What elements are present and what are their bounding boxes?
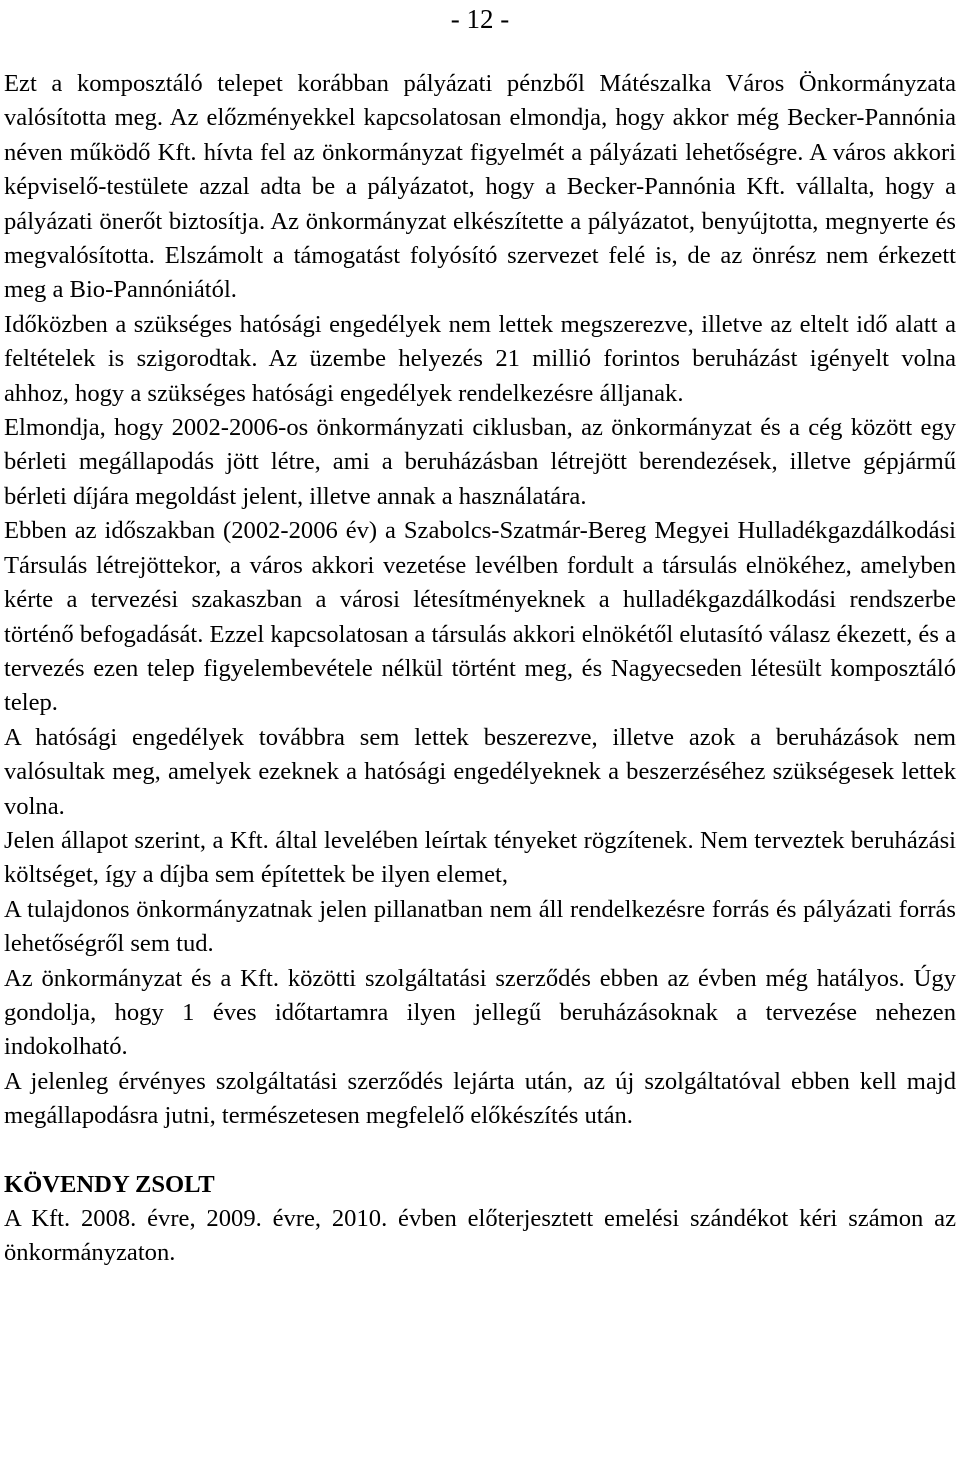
paragraph: A tulajdonos önkormányzatnak jelen pillanatban nem áll rendelkezésre forrás és pályázati forrás lehetőségről sem tud. (4, 895, 956, 958)
paragraph: A hatósági engedélyek továbbra sem lettek beszerezve, illetve azok a beruházások nem valósultak meg, amelyek ezeknek a hatósági engedélyeknek a beszerzéséhez szükségesek lettek volna. (4, 723, 956, 820)
paragraph: Időközben a szükséges hatósági engedélyek nem lettek megszerezve, illetve az eltelt idő alatt a feltételek is szigorodtak. Az üzembe helyezés 21 millió forintos beruházást igényelt volna ahhoz, hogy a szükséges hatósági engedélyek rendelkezésre álljanak. (4, 310, 956, 407)
speaker-name: KÖVENDY ZSOLT (4, 1170, 215, 1198)
paragraph: Jelen állapot szerint, a Kft. által levelében leírtak tényeket rögzítenek. Nem terveztek beruházási költséget, így a díjba sem építettek be ilyen elemet, (4, 826, 956, 889)
paragraph: A jelenleg érvényes szolgáltatási szerződés lejárta után, az új szolgáltatóval ebben kell majd megállapodásra jutni, természetesen megfelelő előkészítés után. (4, 1067, 956, 1130)
paragraph: Ezt a komposztáló telepet korábban pályázati pénzből Mátészalka Város Önkormányzata valósította meg. Az előzményekkel kapcsolatosan elmondja, hogy akkor még Becker-Pannónia néven működő Kft. hívta fel az önkormányzat figyelmét a pályázati lehetőségre. A város akkori képviselő-testülete azzal adta be a pályázatot, hogy a Becker-Pannónia Kft. vállalta, hogy a pályázati önerőt biztosítja. Az önkormányzat elkészítette a pályázatot, benyújtotta, megnyerte és megvalósította. Elszámolt a támogatást folyósító szervezet felé is, de az önrész nem érkezett meg a Bio-Pannóniától. (4, 70, 956, 304)
paragraph: Ebben az időszakban (2002-2006 év) a Szabolcs-Szatmár-Bereg Megyei Hulladékgazdálkodási Társulás létrejöttekor, a város akkori vezetése levélben fordult a társulás elnökéhez, amelyben kérte a tervezési szakaszban a városi létesítményeknek a hulladékgazdálkodási rendszerbe történő befogadását. Ezzel kapcsolatosan a társulás akkori elnökétől elutasító válasz ékezett, és a tervezés ezen telep figyelembevétele nélkül történt meg, és Nagyecseden létesült komposztáló telep. (4, 517, 956, 717)
speaker-statement: A Kft. 2008. évre, 2009. évre, 2010. évben előterjesztett emelési szándékot kéri számon az önkormányzaton. (4, 1205, 956, 1267)
document-body (4, 67, 956, 1271)
blank-line (4, 1134, 956, 1168)
document-page (4, 0, 956, 1271)
paragraph: Az önkormányzat és a Kft. közötti szolgáltatási szerződés ebben az évben még hatályos. Úgy gondolja, hogy 1 éves időtartamra ilyen jellegű beruházásoknak a tervezése nehezen indokolható. (4, 964, 956, 1061)
page-number: - 12 - (450, 4, 510, 34)
paragraph: Elmondja, hogy 2002-2006-os önkormányzati ciklusban, az önkormányzat és a cég között egy bérleti megállapodás jött létre, ami a beruházásban létrejött berendezések, illetve gépjármű bérleti díjára megoldást jelent, illetve annak a használatára. (4, 414, 956, 510)
